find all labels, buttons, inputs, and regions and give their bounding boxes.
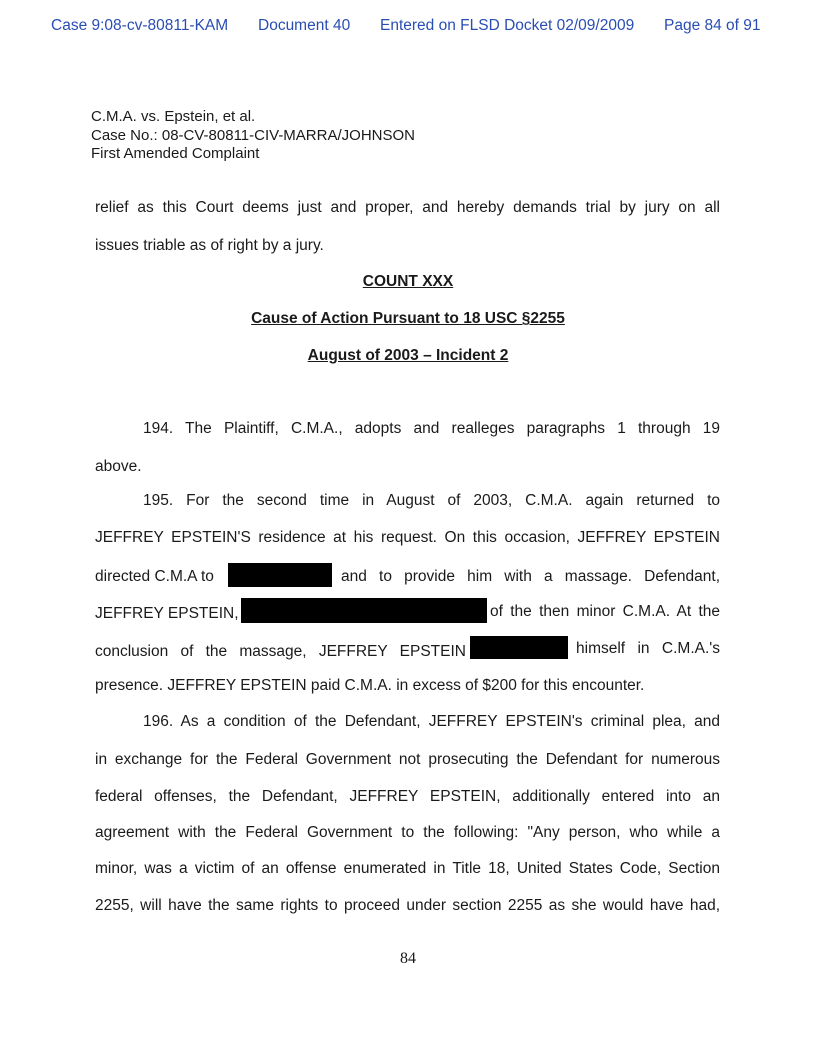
paragraph-195-line: 195. For the second time in August of 2003, C.M.A. again returned to (143, 492, 720, 509)
paragraph-196-line: agreement with the Federal Government to the following: "Any person, who while a (95, 824, 720, 841)
docket-header (0, 17, 816, 39)
caption-parties: C.M.A. vs. Epstein, et al. (91, 108, 256, 125)
paragraph-195-line: JEFFREY EPSTEIN'S residence at his request. On this occasion, JEFFREY EPSTEIN (95, 529, 720, 546)
paragraph-195-text: himself in C.M.A.'s (576, 640, 720, 657)
count-heading: COUNT XXX (362, 273, 454, 290)
paragraph-196-line: federal offenses, the Defendant, JEFFREY EPSTEIN, additionally entered into an (95, 788, 720, 805)
paragraph-195-text: JEFFREY EPSTEIN, (95, 605, 239, 622)
redaction-block (470, 636, 568, 659)
paragraph-196-line: 196. As a condition of the Defendant, JEFFREY EPSTEIN's criminal plea, and (143, 713, 720, 730)
paragraph-194-line: 194. The Plaintiff, C.M.A., adopts and realleges paragraphs 1 through 19 (143, 420, 720, 437)
incident-heading: August of 2003 – Incident 2 (307, 347, 509, 364)
docket-case-number: Case 9:08-cv-80811-KAM (51, 17, 229, 34)
page-number: 84 (400, 950, 416, 967)
paragraph-195-text: conclusion of the massage, JEFFREY EPSTEIN (95, 643, 466, 660)
paragraph-196-line: in exchange for the Federal Government not prosecuting the Defendant for numerous (95, 751, 720, 768)
intro-line: issues triable as of right by a jury. (95, 237, 324, 254)
paragraph-194-line: above. (95, 458, 142, 475)
intro-line: relief as this Court deems just and proper, and hereby demands trial by jury on all (95, 199, 720, 216)
paragraph-196-line: 2255, will have the same rights to proceed under section 2255 as she would have had, (95, 897, 720, 914)
caption-case-number: Case No.: 08-CV-80811-CIV-MARRA/JOHNSON (91, 126, 415, 144)
docket-page-count: Page 84 of 91 (664, 17, 761, 34)
case-caption (91, 108, 415, 164)
caption-document-title: First Amended Complaint (91, 145, 260, 162)
paragraph-195-text: and to provide him with a massage. Defendant, (341, 568, 720, 585)
docket-entered-date: Entered on FLSD Docket 02/09/2009 (380, 17, 635, 34)
paragraph-195-text: directed C.M.A to (95, 568, 214, 585)
paragraph-195-line: presence. JEFFREY EPSTEIN paid C.M.A. in excess of $200 for this encounter. (95, 677, 645, 694)
paragraph-195-text: of the then minor C.M.A. At the (490, 603, 720, 620)
redaction-block (241, 598, 487, 623)
redaction-block (228, 563, 332, 587)
docket-document-number: Document 40 (258, 17, 351, 34)
paragraph-196-line: minor, was a victim of an offense enumerated in Title 18, United States Code, Section (95, 860, 720, 877)
cause-of-action-heading: Cause of Action Pursuant to 18 USC §2255 (251, 310, 565, 327)
